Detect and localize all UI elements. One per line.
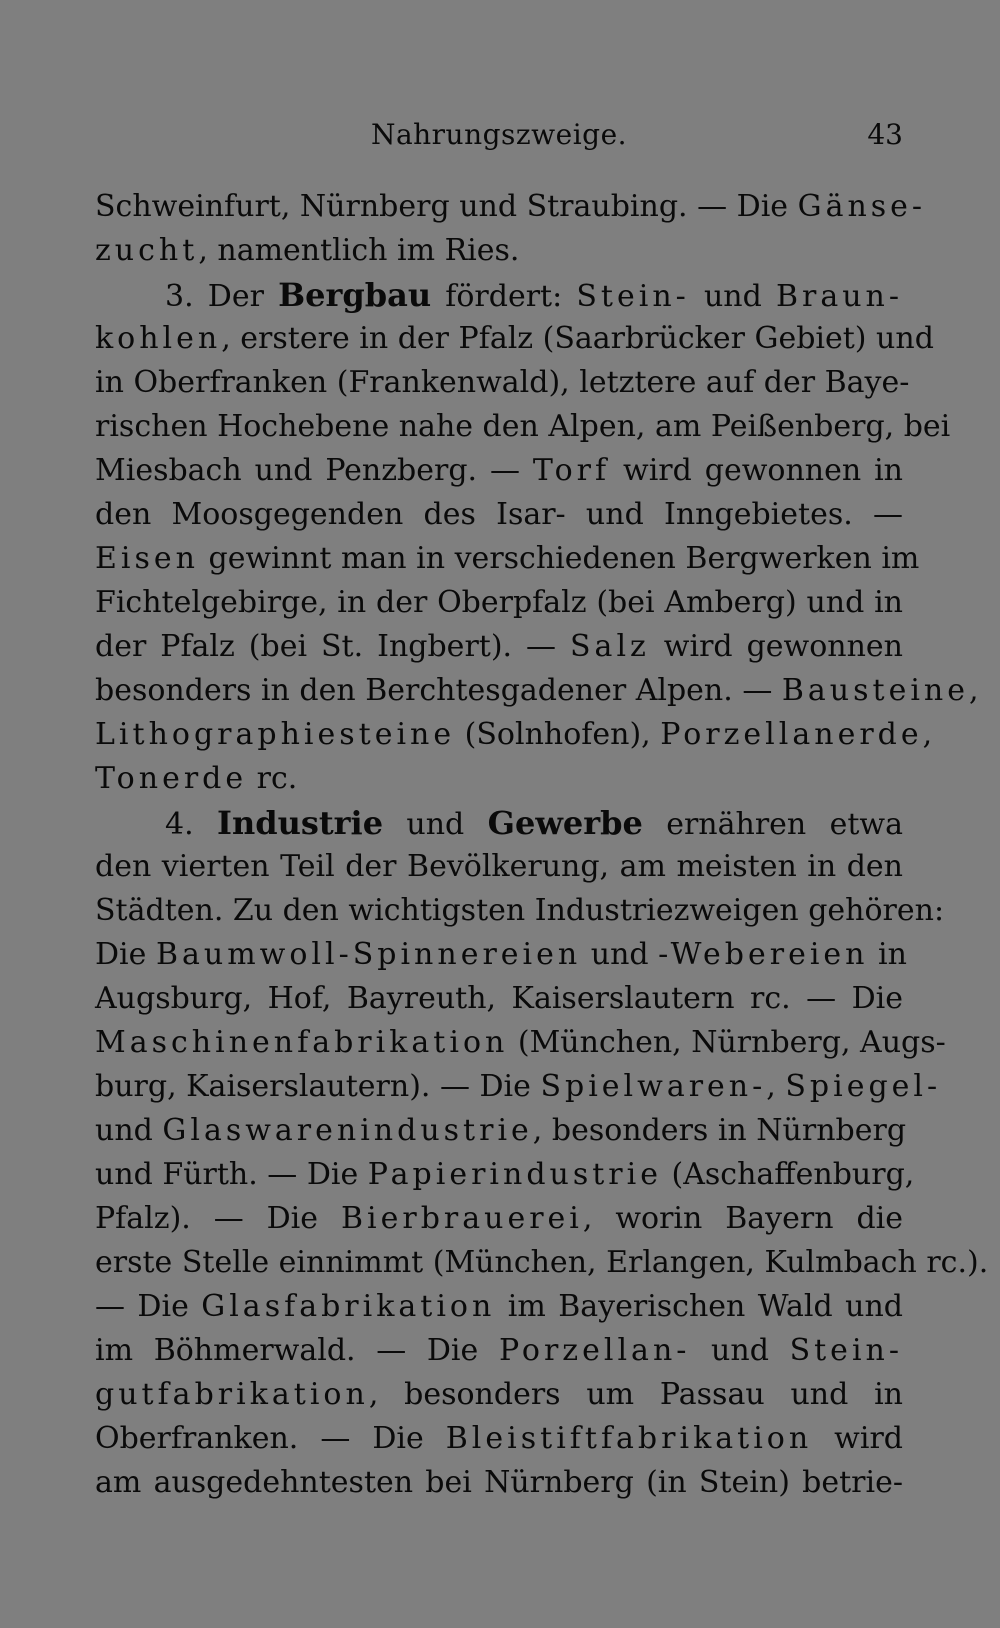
text-run: und bbox=[581, 937, 659, 972]
text-run: Pfalz). — Die bbox=[95, 1201, 341, 1236]
text-line bbox=[95, 361, 910, 405]
text-line bbox=[95, 845, 903, 889]
running-head: Nahrungszweige. bbox=[370, 118, 628, 151]
spaced-term: zucht bbox=[95, 233, 199, 268]
spaced-term: Spiegel- bbox=[785, 1069, 942, 1104]
bold-term: Gewerbe bbox=[487, 804, 643, 842]
text-run: , bbox=[766, 1069, 786, 1104]
spaced-term: Torf bbox=[532, 453, 611, 488]
page-header bbox=[95, 118, 903, 158]
text-line bbox=[95, 537, 920, 581]
text-line bbox=[95, 449, 903, 493]
text-run: im Böhmerwald. — Die bbox=[95, 1333, 499, 1368]
text-run: wird gewonnen bbox=[649, 629, 903, 664]
text-line bbox=[95, 405, 951, 449]
text-line bbox=[95, 1109, 907, 1153]
text-run: wird gewonnen in bbox=[610, 453, 903, 488]
spaced-term: Maschinenfabrikation bbox=[95, 1025, 509, 1060]
text-run: , namentlich im Ries. bbox=[198, 233, 520, 268]
spaced-term: Tonerde bbox=[95, 761, 248, 796]
bold-term: Industrie bbox=[217, 804, 384, 842]
text-run: den Moosgegenden des Isar- und Inngebietes. — bbox=[95, 497, 903, 532]
text-line bbox=[95, 273, 903, 317]
body-text bbox=[95, 185, 989, 1505]
text-line bbox=[95, 1153, 915, 1197]
text-run: Die bbox=[95, 937, 156, 972]
spaced-term: gutfabrikation bbox=[95, 1377, 369, 1412]
spaced-term: Stein- bbox=[576, 279, 690, 314]
spaced-term: Porzellan- bbox=[498, 1333, 691, 1368]
text-line bbox=[95, 1021, 946, 1065]
text-line bbox=[95, 581, 903, 625]
bold-term: Bergbau bbox=[278, 276, 432, 314]
text-line bbox=[95, 625, 903, 669]
text-run: Augsburg, Hof, Bayreuth, Kaiserslautern rc. — Die bbox=[95, 981, 903, 1016]
text-line bbox=[95, 1065, 942, 1109]
spaced-term: Salz bbox=[570, 629, 650, 664]
text-line bbox=[95, 1329, 903, 1373]
page-number: 43 bbox=[867, 118, 903, 151]
text-run: den vierten Teil der Bevölkerung, am meisten in den bbox=[95, 849, 903, 884]
spaced-term: Bleistiftfabrikation bbox=[445, 1421, 813, 1456]
spaced-term: Eisen bbox=[95, 541, 199, 576]
text-run: besonders in den Berchtesgadener Alpen. — bbox=[95, 673, 782, 708]
spaced-term: Stein- bbox=[789, 1333, 903, 1368]
text-line bbox=[95, 317, 934, 361]
text-run: wird bbox=[812, 1421, 903, 1456]
text-line bbox=[95, 801, 903, 845]
text-run: (München, Nürnberg, Augs- bbox=[508, 1025, 946, 1060]
spaced-term: Spielwaren- bbox=[540, 1069, 767, 1104]
text-line bbox=[95, 185, 927, 229]
text-run: 4. bbox=[165, 807, 217, 842]
text-run: , besonders in Nürnberg bbox=[532, 1113, 907, 1148]
text-run: im Bayerischen Wald und bbox=[495, 1289, 903, 1324]
text-run: 3. Der bbox=[165, 279, 279, 314]
text-run: , worin Bayern die bbox=[582, 1201, 903, 1236]
text-run: (Aschaffenburg, bbox=[662, 1157, 915, 1192]
text-run: der Pfalz (bei St. Ingbert). — bbox=[95, 629, 570, 664]
spaced-term: Lithographiesteine bbox=[95, 717, 456, 752]
text-run: und bbox=[383, 807, 488, 842]
spaced-term: Gänse- bbox=[797, 189, 927, 224]
text-line bbox=[95, 713, 937, 757]
text-run: — Die bbox=[95, 1289, 202, 1324]
text-line bbox=[95, 889, 945, 933]
spaced-term: Bausteine, bbox=[781, 673, 983, 708]
text-line bbox=[95, 933, 907, 977]
text-line bbox=[95, 1241, 989, 1285]
text-run: und bbox=[689, 279, 776, 314]
text-line bbox=[95, 1461, 903, 1505]
text-run: , erstere in der Pfalz (Saarbrücker Gebiet) und bbox=[221, 321, 934, 356]
text-run: am ausgedehntesten bei Nürnberg (in Stein) betrie- bbox=[95, 1465, 903, 1500]
text-line bbox=[95, 1373, 903, 1417]
spaced-term: Porzellanerde, bbox=[660, 717, 937, 752]
text-line bbox=[95, 229, 903, 273]
text-line bbox=[95, 493, 903, 537]
text-run: burg, Kaiserslautern). — Die bbox=[95, 1069, 541, 1104]
spaced-term: kohlen bbox=[95, 321, 222, 356]
text-line bbox=[95, 757, 903, 801]
spaced-term: Baumwoll-Spinnereien bbox=[155, 937, 582, 972]
text-run: rischen Hochebene nahe den Alpen, am Peißenberg, bei bbox=[95, 409, 951, 444]
spaced-term: Papierindustrie bbox=[367, 1157, 662, 1192]
text-run: Oberfranken. — Die bbox=[95, 1421, 446, 1456]
text-run: (Solnhofen), bbox=[455, 717, 661, 752]
text-run: erste Stelle einnimmt (München, Erlangen, Kulmbach rc.). bbox=[95, 1245, 989, 1280]
text-run: , besonders um Passau und in bbox=[368, 1377, 903, 1412]
text-run: rc. bbox=[247, 761, 298, 796]
text-line bbox=[95, 1285, 903, 1329]
text-run: und bbox=[95, 1113, 163, 1148]
spaced-term: -Webereien bbox=[658, 937, 869, 972]
text-run: ernähren etwa bbox=[642, 807, 903, 842]
text-line bbox=[95, 1417, 903, 1461]
text-run: und bbox=[690, 1333, 790, 1368]
text-run: und Fürth. — Die bbox=[95, 1157, 368, 1192]
spaced-term: Bierbrauerei bbox=[340, 1201, 583, 1236]
text-line bbox=[95, 977, 903, 1021]
text-run: gewinnt man in verschiedenen Bergwerken im bbox=[198, 541, 920, 576]
text-line bbox=[95, 1197, 903, 1241]
spaced-term: Glasfabrikation bbox=[201, 1289, 496, 1324]
text-line bbox=[95, 669, 983, 713]
text-run: Miesbach und Penzberg. — bbox=[95, 453, 533, 488]
text-run: in bbox=[868, 937, 907, 972]
spaced-term: Braun- bbox=[775, 279, 904, 314]
text-run: Fichtelgebirge, in der Oberpfalz (bei Amberg) und in bbox=[95, 585, 903, 620]
spaced-term: Glaswarenindustrie bbox=[162, 1113, 533, 1148]
text-run: in Oberfranken (Frankenwald), letztere auf der Baye- bbox=[95, 365, 910, 400]
text-run: Städten. Zu den wichtigsten Industriezweigen gehören: bbox=[95, 893, 945, 928]
text-run: Schweinfurt, Nürnberg und Straubing. — Die bbox=[95, 189, 798, 224]
text-run: fördert: bbox=[431, 279, 577, 314]
